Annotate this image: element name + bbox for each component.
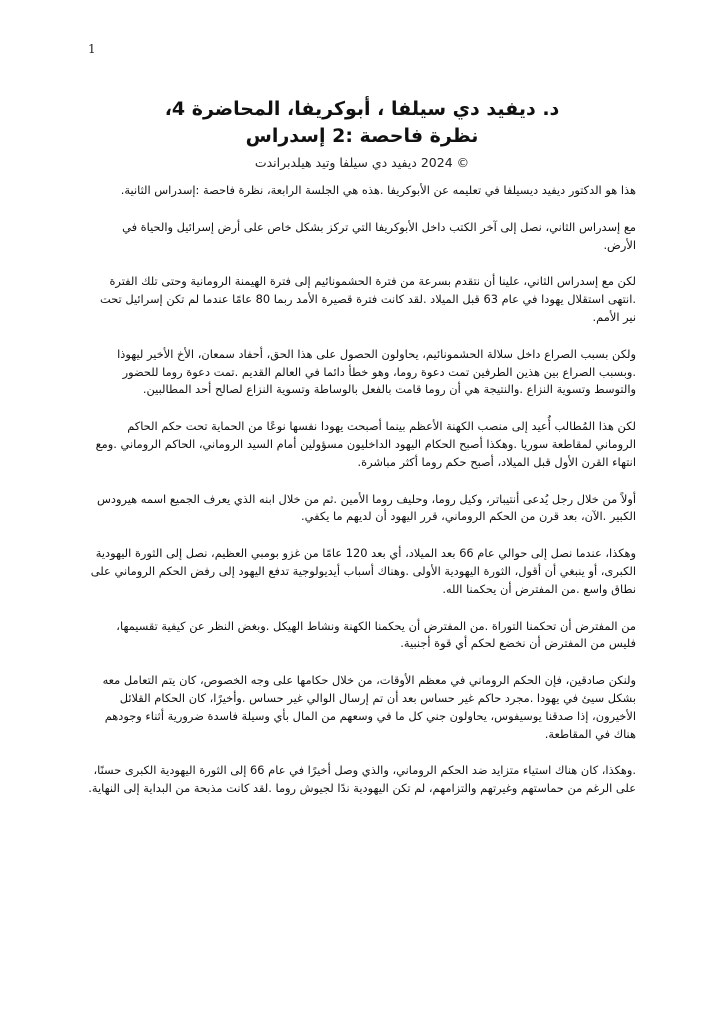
document-title-line-2: نظرة فاحصة :2 إسدراس <box>245 125 479 147</box>
document-header <box>60 96 664 172</box>
document-title-line-1: د. ديفيد دي سيلفا ، أبوكريفا، المحاضرة 4، <box>164 98 560 120</box>
paragraph: مع إسدراس الثاني، نصل إلى آخر الكتب داخل الأبوكريفا التي تركز بشكل خاص على أرض إسرائيل والحياة في الأرض. <box>122 219 636 252</box>
paragraph: أولاً من خلال رجل يُدعى أنتيباتر، وكيل روما، وحليف روما الأمين .ثم من خلال ابنه الذي يعرف الجميع اسمه هيرودس الكبير .الآن، بعد قرن من الحكم الروماني، قرر اليهود أن لديهم ما يكفي. <box>96 491 636 524</box>
paragraph: هذا هو الدكتور ديفيد ديسيلفا في تعليمه عن الأبوكريفا .هذه هي الجلسة الرابعة، نظرة فاحصة :إسدراس الثانية. <box>120 183 636 197</box>
copyright-notice: © 2024 ديفيد دي سيلفا وتيد هيلدبراندت <box>254 155 470 170</box>
paragraph: ولكن بسبب الصراع داخل سلالة الحشمونائيم، يحاولون الحصول على هذا الحق، أحفاد سمعان، الأخ الأخير ليهوذا .وبسبب الصراع بين هذين الطرفين تمت دعوة روما، وهو خطأ دائما في العالم القديم .تمت دعوة روما للحضور والتوسط وتسوية النزاع .والنتيجة هي أن روما قامت بالفعل بالوساطة وتسوية النزاع لصالح أحد المطالبين. <box>117 346 636 397</box>
paragraph: ولنكن صادقين، فإن الحكم الروماني في معظم الأوقات، من خلال حكامها على وجه الخصوص، كان يتم التعامل معه بشكل سيئ في يهودا .مجرد حاكم غير حساس بعد أن تم إرسال الوالي غير حساس .وأخيرًا، كان الحكام القلائل الأخيرون، إذا صدقنا يوسيفوس، يحاولون جني كل ما في وسعهم من المال بأي وسيلة فاسدة ضرورية أثناء وجودهم هناك في المقاطعة. <box>102 673 636 741</box>
paragraph: لكن هذا المُطالب أُعيد إلى منصب الكهنة الأعظم بينما أصبحت يهودا نفسها نوعًا من الحماية تحت حكم الحاكم الروماني لمقاطعة سوريا .وهكذا أصبح الحكام اليهود الداخليون مسؤولين أمام السيد الروماني، الحاكم الروماني .ومع انتهاء القرن الأول قبل الميلاد، أصبح حكم روما أكثر مباشرة. <box>95 419 636 469</box>
paragraph: لكن مع إسدراس الثاني، علينا أن نتقدم بسرعة من فترة الحشمونائيم إلى فترة الهيمنة الرومانية وحتى تلك الفترة .انتهى استقلال يهودا في عام 63 قبل الميلاد .لقد كانت فترة قصيرة الأمد ربما 80 عامًا عندما لم تكن إسرائيل تحت نير الأمم. <box>100 274 636 324</box>
paragraph: وهكذا، عندما نصل إلى حوالي عام 66 بعد الميلاد، أي بعد 120 عامًا من غزو بومبي العظيم، نصل إلى الثورة اليهودية الكبرى، أو ينبغي أن أقول، الثورة اليهودية الأولى .وهناك أسباب أيديولوجية تدفع اليهود إلى رفض الحكم الروماني على نطاق واسع .من المفترض أن يحكمنا الله. <box>90 546 636 596</box>
paragraph: من المفترض أن تحكمنا التوراة .من المفترض أن يحكمنا الكهنة ونشاط الهيكل .وبغض النظر عن كيفية تقسيمها، فليس من المفترض أن نخضع لحكم أي قوة أجنبية. <box>116 618 636 651</box>
paragraph: .وهكذا، كان هناك استياء متزايد ضد الحكم الروماني، والذي وصل أخيرًا في عام 66 إلى الثورة اليهودية الكبرى حسنًا، على الرغم من حماستهم وغيرتهم والتزامهم، لم تكن اليهودية ندًا لجيوش روما .لقد كانت مذبحة من البداية إلى النهاية. <box>88 763 636 796</box>
document-body <box>88 182 636 817</box>
page-number: 1 <box>88 42 96 56</box>
